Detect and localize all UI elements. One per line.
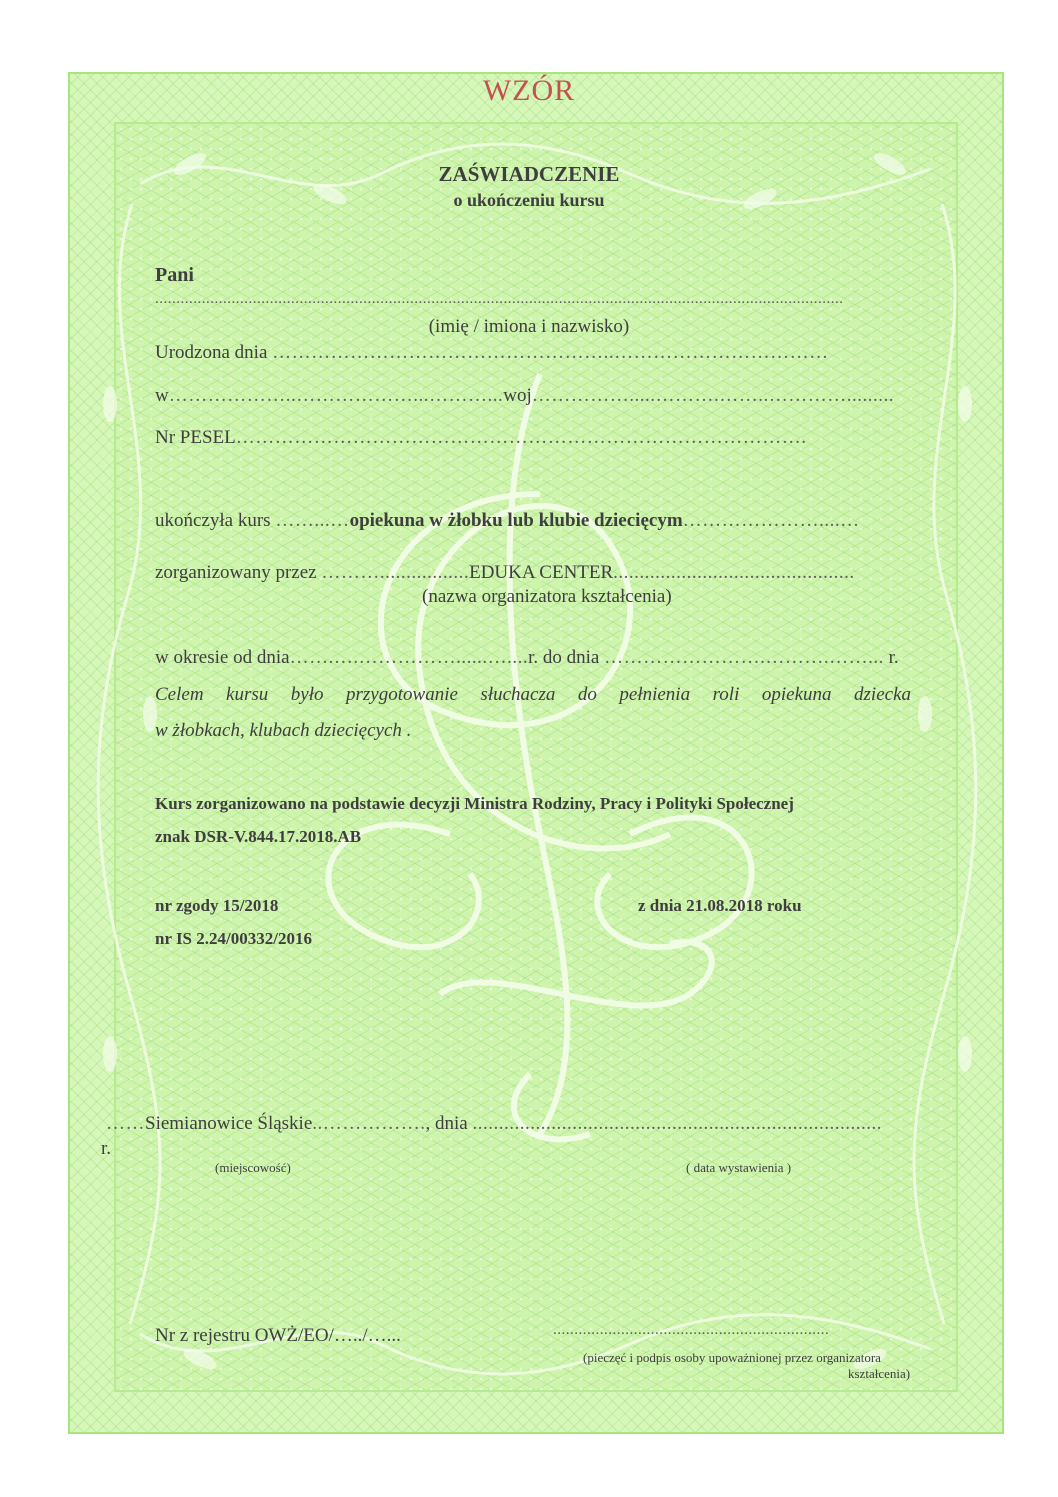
organizer-name: EDUKA CENTER: [469, 562, 614, 583]
place-dots-after: ..…………….: [312, 1113, 426, 1134]
birth-date-dots: ……………………………………………..……………………………: [272, 342, 829, 363]
organizer-row: [155, 562, 855, 584]
document-title: ZAŚWIADCZENIE: [438, 162, 620, 186]
birthplace-row: [155, 385, 894, 407]
date-caption: ( data wystawienia ): [686, 1160, 792, 1175]
signature-caption-line-2: kształcenia): [848, 1366, 911, 1381]
period-dots-from: …….….……………......…....: [289, 647, 529, 668]
name-field-caption: (imię / imiona i nazwisko): [428, 316, 630, 337]
place-caption: (miejscowość): [215, 1160, 291, 1175]
organizer-dots-after: ..............................................: [613, 562, 855, 583]
issue-date-dots: ..............................................................................: [472, 1113, 882, 1134]
signature-line: .................................................................: [553, 1322, 830, 1338]
voivodeship-dots: …………….....……….……..………….........: [531, 385, 894, 406]
pesel-label: Nr PESEL: [155, 427, 236, 448]
course-label: ukończyła kurs: [155, 510, 271, 531]
course-dots-before: ……...…: [275, 510, 350, 531]
organizer-caption: (nazwa organizatora kształcenia): [422, 586, 672, 607]
decision-line-2: znak DSR-V.844.17.2018.AB: [155, 827, 362, 846]
place-dots-before: ……: [106, 1113, 145, 1134]
issue-place: Siemianowice Śląskie: [145, 1113, 313, 1134]
course-dots-after: …………………....…: [682, 510, 860, 531]
voivodeship-label: woj: [503, 385, 532, 406]
name-field-line: ..................................................................................................................................................................: [155, 291, 844, 307]
period-dots-to: …………………….……….……...: [604, 647, 884, 668]
pesel-row: [155, 427, 807, 449]
issue-place-row: [106, 1113, 882, 1135]
period-year-suffix: r.: [888, 647, 899, 668]
document-subtitle: o ukończeniu kursu: [453, 190, 605, 210]
period-row: [155, 647, 899, 669]
birthplace-prefix: w: [155, 385, 169, 406]
is-number: nr IS 2.24/00332/2016: [155, 929, 312, 948]
date-label: , dnia: [425, 1113, 468, 1134]
certificate-sheet: [68, 72, 1004, 1434]
pesel-dots: …………………………………………………………………………….: [235, 427, 807, 448]
course-purpose-line-1: Celem kursu było przygotowanie słuchacza do pełnienia roli opiekuna dziecka: [155, 684, 911, 705]
consent-date: z dnia 21.08.2018 roku: [638, 896, 802, 915]
registry-number: Nr z rejestru OWŻ/EO/…../…...: [155, 1325, 401, 1346]
period-label: w okresie od dnia: [155, 647, 290, 668]
birthplace-dots: ………………..………………...………...: [168, 385, 504, 406]
birth-date-label: Urodzona dnia: [155, 342, 268, 363]
course-row: [155, 510, 860, 532]
sample-stamp-label: WZÓR: [482, 74, 576, 107]
organizer-label: zorganizowany przez: [155, 562, 317, 583]
course-name: opiekuna w żłobku lub klubie dziecięcym: [349, 510, 683, 531]
year-suffix: r.: [101, 1138, 112, 1159]
birth-date-row: [155, 342, 829, 364]
organizer-dots-before: ……….................: [321, 562, 470, 583]
consent-number: nr zgody 15/2018: [155, 896, 279, 915]
salutation: Pani: [155, 264, 194, 286]
decision-line-1: Kurs zorganizowano na podstawie decyzji Ministra Rodziny, Pracy i Polityki Społecznej: [155, 794, 794, 813]
signature-caption-line-1: (pieczęć i podpis osoby upoważnionej przez organizatora: [583, 1350, 881, 1365]
period-r-to-label: r. do dnia: [528, 647, 600, 668]
floral-ornament: [70, 74, 1006, 1436]
course-purpose-line-2: w żłobkach, klubach dziecięcych .: [155, 720, 412, 741]
